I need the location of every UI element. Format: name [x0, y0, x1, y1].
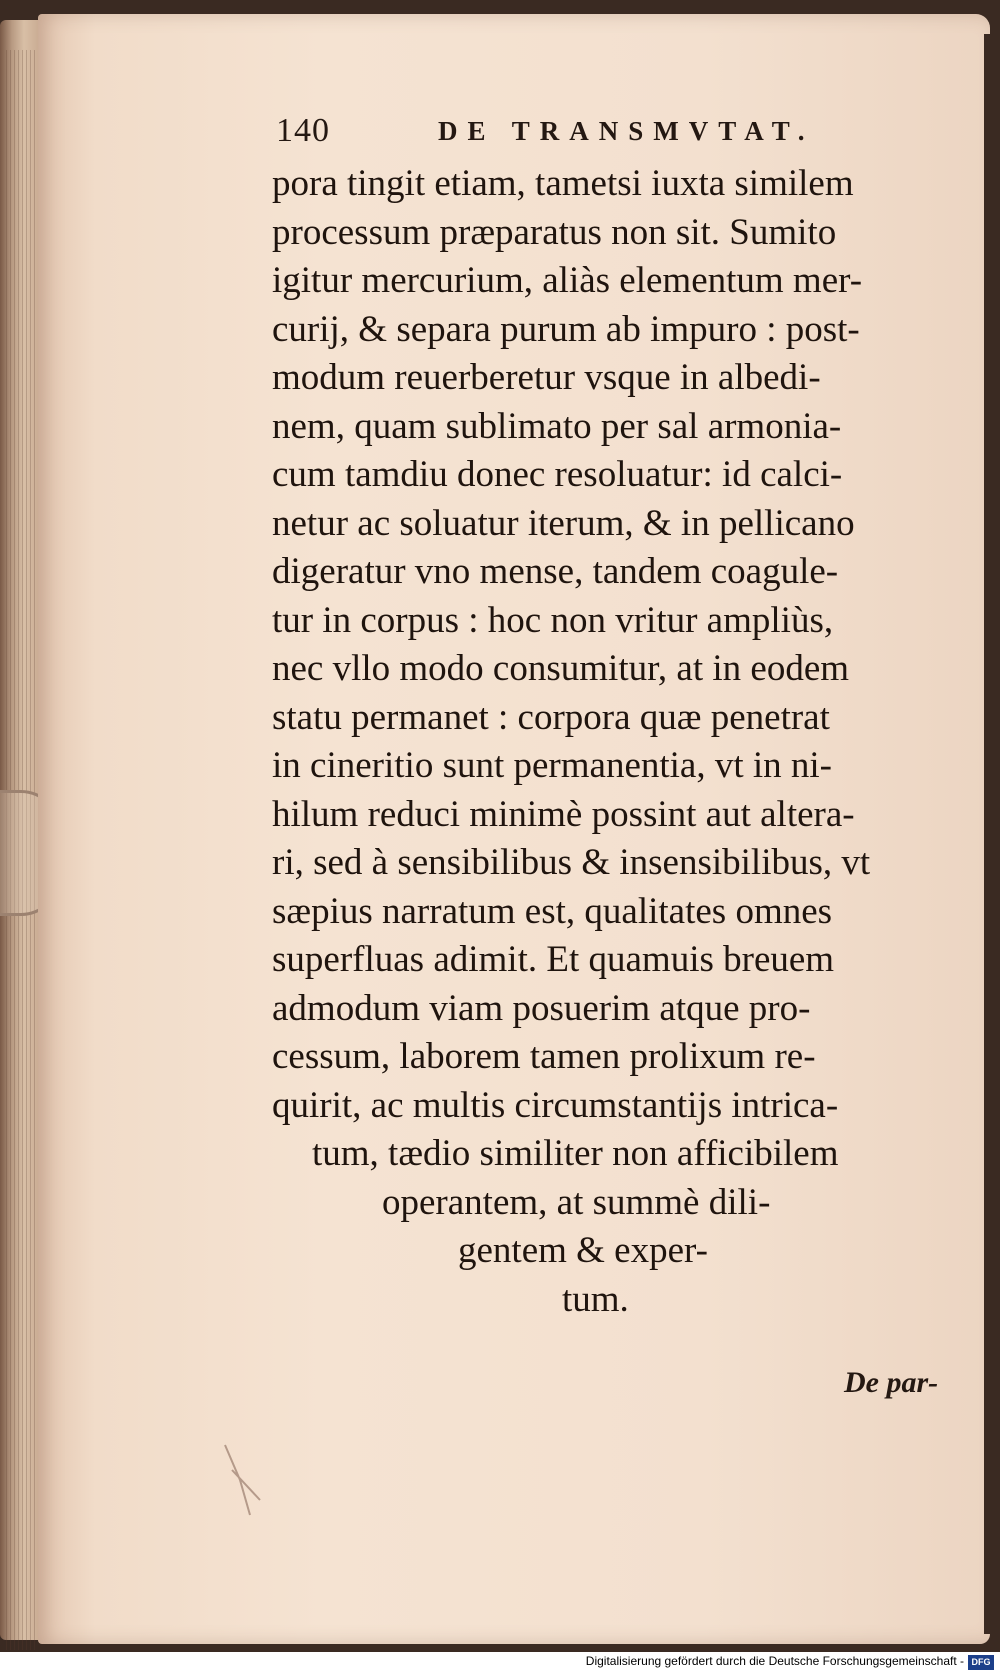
- text-line: gentem & exper-: [458, 1230, 708, 1271]
- body-text: [272, 160, 972, 1324]
- text-line: digeratur vno mense, tandem coagule-: [272, 551, 839, 592]
- text-line: operantem, at summè dili-: [382, 1181, 771, 1223]
- text-line: netur ac soluatur iterum, & in pellicano: [272, 502, 855, 544]
- running-title: DE TRANSMVTAT.: [438, 116, 815, 146]
- dfg-logo: DFG: [968, 1655, 994, 1670]
- page-number: 140: [276, 112, 330, 149]
- running-head: [276, 112, 876, 152]
- ink-smudge: [220, 1440, 270, 1520]
- text-line: tur in corpus : hoc non vritur ampliùs,: [272, 599, 834, 641]
- text-line: admodum viam posuerim atque pro-: [272, 987, 811, 1029]
- text-line: curij, & separa purum ab impuro : post-: [272, 308, 860, 350]
- text-line: tum, tædio similiter non afficibilem: [312, 1133, 839, 1174]
- text-line: hilum reduci minimè possint aut altera-: [272, 793, 855, 835]
- catchword: De par-: [844, 1366, 939, 1399]
- text-line: nem, quam sublimato per sal armonia-: [272, 405, 842, 447]
- text-line: nec vllo modo consumitur, at in eodem: [272, 648, 850, 689]
- footer-bar: [0, 1652, 1000, 1674]
- text-line: processum præparatus non sit. Sumito: [272, 211, 837, 253]
- digitization-credit: Digitalisierung gefördert durch die Deutsche Forschungsgemeinschaft -: [585, 1654, 964, 1668]
- text-line: sæpius narratum est, qualitates omnes: [272, 890, 833, 932]
- text-line: statu permanet : corpora quæ penetrat: [272, 696, 830, 738]
- page-right-shadow: [984, 34, 990, 1634]
- text-line: superfluas adimit. Et quamuis breuem: [272, 939, 835, 980]
- text-line: tum.: [562, 1278, 629, 1320]
- text-line: quirit, ac multis circumstantijs intrica-: [272, 1084, 839, 1126]
- text-line: pora tingit etiam, tametsi iuxta similem: [272, 163, 854, 204]
- text-line: cessum, laborem tamen prolixum re-: [272, 1036, 816, 1077]
- text-line: cum tamdiu donec resoluatur: id calci-: [272, 454, 843, 495]
- text-line: in cineritio sunt permanentia, vt in ni-: [272, 745, 833, 786]
- text-line: igitur mercurium, aliàs elementum mer-: [272, 260, 863, 301]
- text-line: modum reuerberetur vsque in albedi-: [272, 357, 821, 398]
- text-line: ri, sed à sensibilibus & insensibilibus, vt: [272, 842, 871, 883]
